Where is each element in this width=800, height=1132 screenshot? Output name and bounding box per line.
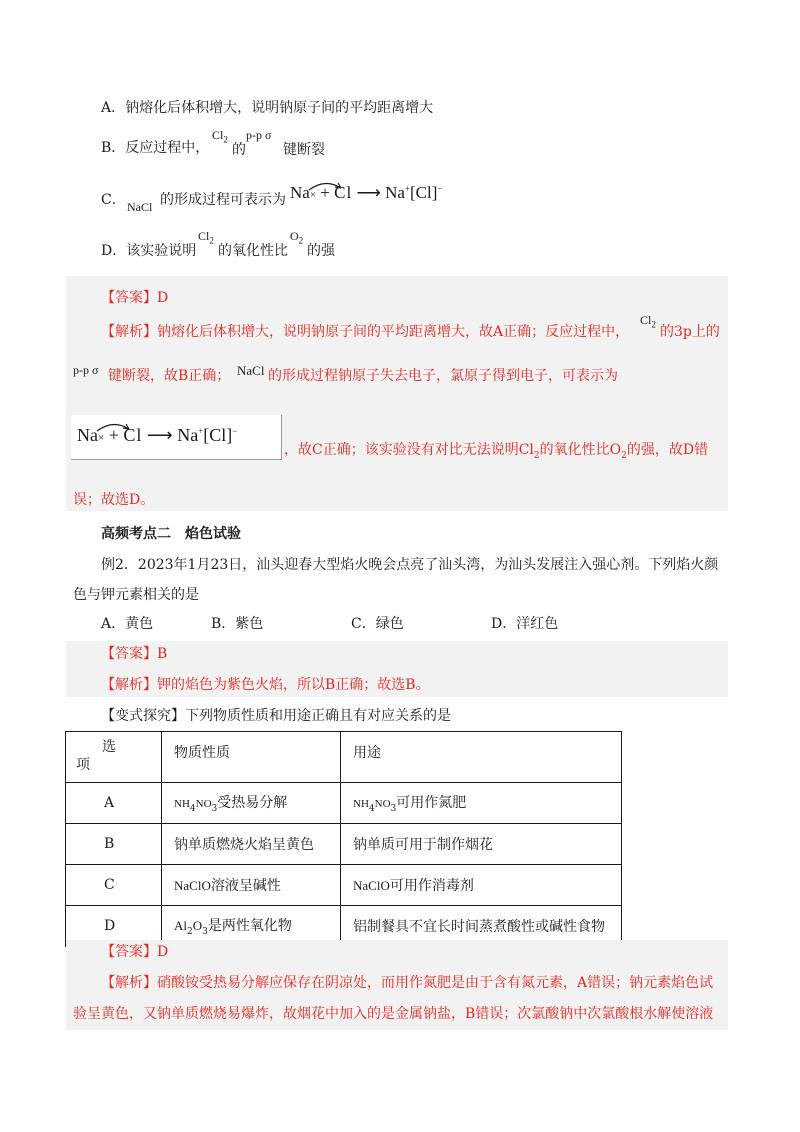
option-b-cl2-text: Cl <box>212 128 224 142</box>
answer-2: 【答案】B <box>101 646 168 662</box>
formula-plus: + <box>320 183 330 202</box>
explanation-1-line3-sub2: 2 <box>621 450 627 461</box>
table-row <box>66 783 622 824</box>
explanation-1-line3-a: ，故C正确；该实验没有对比无法说明Cl <box>284 442 534 458</box>
variant-title: 【变式探究】下列物质性质和用途正确且有对应关系的是 <box>101 708 451 724</box>
example-2-line2: 色与钾元素相关的是 <box>73 587 199 603</box>
explanation-3-line1 <box>101 973 713 993</box>
answer-box-1 <box>66 276 728 511</box>
explanation-1-pp: p-p σ <box>73 363 99 377</box>
option-d-suffix: 的强 <box>307 243 335 259</box>
row-a-use-s2: 3 <box>390 803 397 814</box>
formula2-cl-ion: Cl <box>209 425 227 445</box>
row-a-use <box>341 783 622 824</box>
row-a-use-text: 可用作氮肥 <box>396 795 467 812</box>
option-a: A．钠熔化后体积增大，说明钠原子间的平均距离增大 <box>101 100 434 116</box>
formula-bracket-close: ] <box>431 183 438 202</box>
row-b-use: 钠单质可用于制作烟花 <box>341 824 622 865</box>
electron-transfer-arrow-icon <box>307 180 347 192</box>
option-d-o2-text: O <box>290 229 299 243</box>
section-title: 高频考点二 焰色试验 <box>101 526 241 542</box>
table-header-row <box>66 732 622 783</box>
arrow-icon: ⟶ <box>146 425 173 445</box>
row-c-use-formula: NaClO <box>353 878 390 893</box>
explanation-1-line3-sub1: 2 <box>533 450 540 461</box>
option-b-cl2 <box>212 128 228 144</box>
option-c-nacl: NaCl <box>127 200 153 214</box>
explanation-3-line2: 验呈黄色，又钠单质燃烧易爆炸，故烟花中加入的是金属钠盐，B错误；次氯酸钠中次氯酸根水解使溶液 <box>73 1006 714 1022</box>
answer-1: 【答案】D <box>101 290 169 306</box>
formula2-bracket-open: [ <box>203 425 210 445</box>
option-d-prefix: D．该实验说明 <box>101 243 197 259</box>
row-d-prop-text: 是两性氧化物 <box>207 918 292 935</box>
explanation-1-nacl: NaCl <box>237 363 265 378</box>
option-d-cl2-sub: 2 <box>209 235 214 246</box>
row-a-prop-s2: 3 <box>211 803 218 814</box>
option-b <box>101 138 209 158</box>
row-b-property: 钠单质燃烧火焰呈黄色 <box>162 824 341 865</box>
formula-sup-minus: − <box>437 183 443 194</box>
option-b-prefix: B．反应过程中， <box>101 140 210 156</box>
row-a-option: A <box>66 783 162 824</box>
electron-transfer-arrow-icon <box>95 421 135 433</box>
option-b-suffix: 键断裂 <box>283 142 325 158</box>
option-c-text: 的形成过程可表示为 <box>160 192 286 208</box>
formula2-sup-minus: − <box>232 426 238 436</box>
row-a-prop-f1: NH <box>174 798 190 811</box>
option-b-cl2-sub: 2 <box>223 134 228 145</box>
row-a-use-s1: 4 <box>368 803 375 814</box>
formula-cl-ion: Cl <box>415 183 432 202</box>
header-option-top: 选 <box>102 739 116 755</box>
row-c-use <box>341 865 622 906</box>
formula2-cross: × <box>98 432 105 444</box>
explanation-1-line3-b: 的氧化性比O <box>539 442 622 458</box>
example-2-option-a: A．黄色 <box>101 616 154 632</box>
answer-3: 【答案】D <box>101 944 169 960</box>
explanation-2-label: 【解析】 <box>101 677 157 693</box>
arrow-icon: ⟶ <box>356 183 381 202</box>
option-d-cl2-text: Cl <box>198 229 210 243</box>
properties-table <box>65 731 622 947</box>
formula-sup-plus: + <box>404 183 410 194</box>
header-property: 物质性质 <box>162 732 341 783</box>
explanation-1-line1-end: 的3p上的 <box>660 324 720 340</box>
row-c-prop-text: 溶液呈碱性 <box>210 878 281 894</box>
row-a-use-f1: NH <box>353 798 369 811</box>
formula-na-ion: Na <box>385 183 405 202</box>
formula2-sup-plus: + <box>198 426 204 436</box>
example-2-option-d: D．洋红色 <box>491 616 559 632</box>
row-a-property <box>162 783 341 824</box>
table-row <box>66 865 622 906</box>
row-a-prop-f2: NO <box>195 798 212 811</box>
explanation-3-text: 硝酸铵受热易分解应保存在阴凉处，而用作氮肥是由于含有氮元素，A错误；钠元素焰色试 <box>157 975 714 991</box>
example-2-option-b: B．紫色 <box>211 616 264 632</box>
header-option <box>66 732 162 783</box>
row-d-option: D <box>66 906 162 947</box>
row-c-property <box>162 865 341 906</box>
explanation-1-line3 <box>284 440 708 466</box>
row-d-prop-f1: Al <box>174 918 187 934</box>
explanation-1-cl2 <box>640 313 656 329</box>
row-c-use-text: 可用作消毒剂 <box>389 878 474 894</box>
option-d-cl2 <box>198 229 214 245</box>
formula-cl: Cl <box>334 183 353 202</box>
explanation-1-line4: 误；故选D。 <box>73 492 155 508</box>
explanation-1-line2a: 键断裂，故B正确； <box>108 368 231 384</box>
explanation-1-cl2-text: Cl <box>640 313 652 327</box>
table-row <box>66 824 622 865</box>
example-2-line1: 例2．2023年1月23日，汕头迎春大型焰火晚会点亮了汕头湾，为汕头发展注入强心剂。下列焰火颜 <box>101 557 719 573</box>
row-d-prop-s1: 2 <box>187 926 193 937</box>
explanation-1-cl2-sub: 2 <box>651 319 656 330</box>
row-a-use-f2: NO <box>374 798 391 811</box>
option-c-prefix: C． <box>101 192 126 208</box>
option-b-pp: p-p σ <box>246 128 272 142</box>
formula2-bracket-close: ] <box>226 425 233 445</box>
explanation-1-line3-c: 的强，故D错 <box>626 442 709 458</box>
formula-cross: × <box>309 189 317 201</box>
row-d-prop-f2: O <box>192 918 203 934</box>
explanation-label: 【解析】 <box>101 324 157 340</box>
option-b-de: 的 <box>232 142 246 158</box>
option-d-mid: 的氧化性比 <box>218 243 288 259</box>
formula-na: Na <box>290 183 310 202</box>
formula2-plus: + <box>108 425 119 445</box>
row-d-use: 铝制餐具不宜长时间蒸煮酸性或碱性食物 <box>341 906 622 947</box>
row-c-option: C <box>66 865 162 906</box>
formula2-na-ion: Na <box>177 425 199 445</box>
header-option-bottom: 项 <box>76 757 90 773</box>
row-c-prop-formula: NaClO <box>174 878 211 893</box>
explanation-1-line2b: 的形成过程钠原子失去电子，氯原子得到电子，可表示为 <box>268 368 618 384</box>
explanation-2 <box>101 675 430 695</box>
formula2-na: Na <box>77 425 98 445</box>
row-d-prop-s2: 3 <box>202 926 208 937</box>
formula-bracket-open: [ <box>409 183 416 202</box>
explanation-1-text: 钠熔化后体积增大，说明钠原子间的平均距离增大，故A正确；反应过程中， <box>157 324 630 340</box>
formula2-cl: Cl <box>123 425 143 445</box>
row-b-option: B <box>66 824 162 865</box>
row-a-prop-text: 受热易分解 <box>217 795 288 812</box>
explanation-1-line1 <box>101 322 629 342</box>
explanation-2-text: 钾的焰色为紫色火焰，所以B正确；故选B。 <box>157 677 430 693</box>
option-d-o2 <box>290 229 303 245</box>
header-use: 用途 <box>341 732 622 783</box>
option-d-o2-sub: 2 <box>298 235 304 246</box>
explanation-3-label: 【解析】 <box>101 975 157 991</box>
example-2-option-c: C．绿色 <box>351 616 404 632</box>
row-a-prop-s1: 4 <box>189 803 196 814</box>
